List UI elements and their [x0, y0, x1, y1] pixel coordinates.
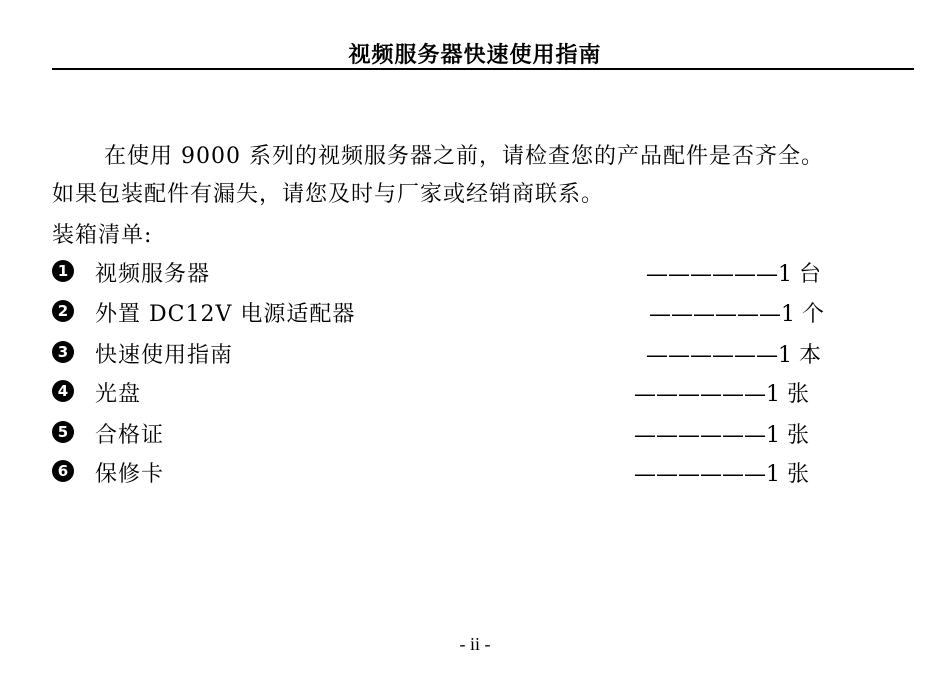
number-3-icon: 3 — [52, 341, 74, 363]
item-name: 视频服务器 — [95, 262, 211, 287]
number-6-icon: 6 — [52, 460, 74, 482]
header-rule — [52, 68, 914, 70]
list-item — [52, 297, 852, 327]
page-header-title: 视频服务器快速使用指南 — [348, 43, 602, 68]
list-item — [52, 257, 852, 287]
list-item — [52, 418, 852, 448]
item-quantity: ——————1 张 — [634, 462, 809, 487]
list-item — [52, 338, 852, 368]
number-1-icon: 1 — [52, 260, 74, 282]
number-2-icon: 2 — [52, 300, 74, 322]
item-name: 合格证 — [95, 423, 165, 448]
item-name: 光盘 — [95, 382, 142, 407]
intro-paragraph-line-1: 在使用 9000 系列的视频服务器之前，请检查您的产品配件是否齐全。 — [104, 144, 824, 169]
item-quantity: ——————1 本 — [646, 343, 821, 368]
item-name: 保修卡 — [95, 462, 165, 487]
item-name: 外置 DC12V 电源适配器 — [95, 302, 356, 327]
item-quantity: ——————1 个 — [649, 302, 824, 327]
item-quantity: ——————1 台 — [646, 262, 821, 287]
number-4-icon: 4 — [52, 380, 74, 402]
item-quantity: ——————1 张 — [634, 423, 809, 448]
item-quantity: ——————1 张 — [634, 382, 809, 407]
packing-list-title: 装箱清单: — [52, 223, 153, 248]
page-number: - ii - — [459, 634, 491, 654]
list-item — [52, 457, 852, 487]
item-name: 快速使用指南 — [95, 343, 234, 368]
number-5-icon: 5 — [52, 421, 74, 443]
list-item — [52, 377, 852, 407]
intro-paragraph-line-2: 如果包装配件有漏失，请您及时与厂家或经销商联系。 — [52, 182, 605, 207]
